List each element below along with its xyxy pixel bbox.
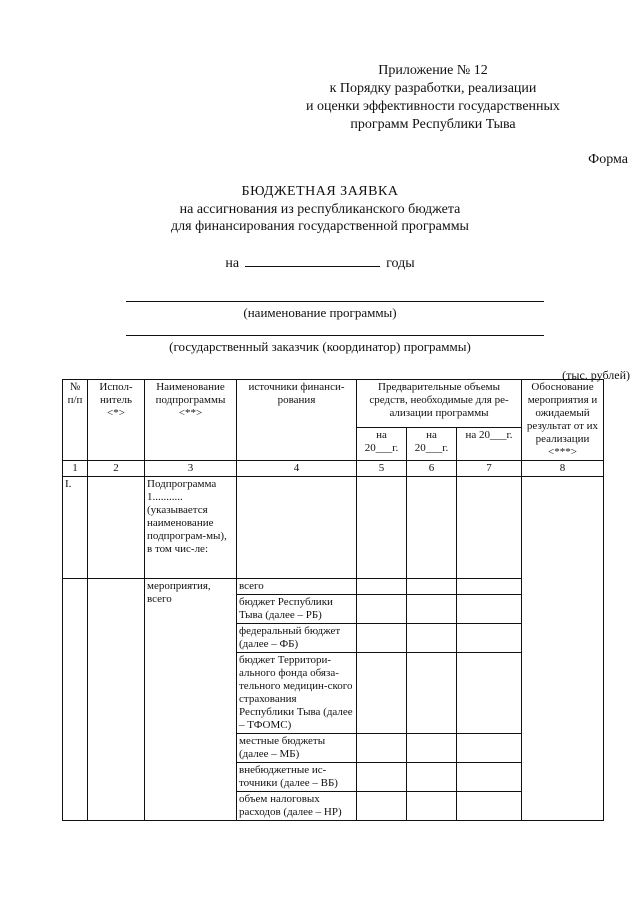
budget-table [62, 379, 604, 821]
source-label: объем налоговых расходов (далее – НР) [237, 792, 357, 821]
cell-empty [63, 579, 88, 821]
appendix-header [268, 62, 598, 134]
appendix-line: Приложение № 12 [378, 63, 488, 78]
header-justification: Обоснование мероприятия и ожидаемый результат от их реализации <***> [522, 380, 604, 461]
value-cell [407, 624, 457, 653]
activities-label: мероприятия, всего [145, 579, 237, 821]
source-label: местные бюджеты (далее – МБ) [237, 734, 357, 763]
value-cell [407, 579, 457, 595]
value-cell [357, 653, 407, 734]
header-volumes: Предварительные объемы средств, необходимые для ре-ализации программы [357, 380, 522, 428]
value-cell [407, 734, 457, 763]
value-cell [457, 579, 522, 595]
value-cell [357, 579, 407, 595]
value-cell [357, 624, 407, 653]
col-number: 2 [88, 461, 145, 477]
document-subtitle-line: на ассигнования из республиканского бюджета [179, 202, 461, 217]
value-cell [457, 595, 522, 624]
years-line [0, 254, 640, 272]
years-blank [245, 254, 380, 267]
col-number: 4 [237, 461, 357, 477]
cell-empty [237, 477, 357, 579]
value-cell [357, 595, 407, 624]
value-cell [357, 763, 407, 792]
source-label: бюджет Территори-ального фонда обяза-тельного медицин-ского страхования Республики Тыва (далее – ТФОМС) [237, 653, 357, 734]
years-suffix: годы [386, 256, 415, 271]
customer-caption: (государственный заказчик (координатор) программы) [169, 339, 471, 354]
source-label: федеральный бюджет (далее – ФБ) [237, 624, 357, 653]
appendix-line: к Порядку разработки, реализации [329, 81, 537, 96]
cell-empty [457, 477, 522, 579]
col-number: 8 [522, 461, 604, 477]
col-number: 5 [357, 461, 407, 477]
row-roman-number: I. [63, 477, 88, 579]
header-year-2: на 20___г. [407, 427, 457, 460]
units-label: (тыс. рублей) [562, 368, 630, 382]
subprogram-name: Подпрограмма 1........... (указывается наименование подпрограм-мы), в том чис-ле: [145, 477, 237, 579]
document-title: БЮДЖЕТНАЯ ЗАЯВКА [241, 184, 399, 199]
col-number: 3 [145, 461, 237, 477]
value-cell [457, 653, 522, 734]
value-cell [407, 653, 457, 734]
header-subprogram: Наименование подпрограммы <**> [145, 380, 237, 461]
cell-empty [407, 477, 457, 579]
source-label: всего [237, 579, 357, 595]
value-cell [407, 763, 457, 792]
header-year-1: на 20___г. [357, 427, 407, 460]
program-name-caption: (наименование программы) [243, 305, 397, 320]
value-cell [357, 734, 407, 763]
program-name-rule [126, 301, 544, 302]
header-sources: источники финанси-рования [237, 380, 357, 461]
value-cell [407, 595, 457, 624]
header-executor: Испол-нитель <*> [88, 380, 145, 461]
form-label: Форма [588, 152, 628, 167]
source-label: внебюджетные ис-точники (далее – ВБ) [237, 763, 357, 792]
header-year-3: на 20___г. [457, 427, 522, 460]
cell-empty [88, 579, 145, 821]
cell-empty [357, 477, 407, 579]
years-prefix: на [225, 256, 240, 271]
value-cell [457, 734, 522, 763]
cell-empty [88, 477, 145, 579]
appendix-line: программ Республики Тыва [350, 117, 516, 132]
col-number: 6 [407, 461, 457, 477]
appendix-line: и оценки эффективности государственных [306, 99, 560, 114]
document-subtitle-line: для финансирования государственной программы [171, 219, 469, 234]
value-cell [357, 792, 407, 821]
header-num: № п/п [63, 380, 88, 461]
col-number: 7 [457, 461, 522, 477]
value-cell [457, 792, 522, 821]
source-label: бюджет Республики Тыва (далее – РБ) [237, 595, 357, 624]
col-number: 1 [63, 461, 88, 477]
value-cell [457, 624, 522, 653]
justification-cell [522, 477, 604, 821]
value-cell [407, 792, 457, 821]
customer-rule [126, 335, 544, 336]
value-cell [457, 763, 522, 792]
